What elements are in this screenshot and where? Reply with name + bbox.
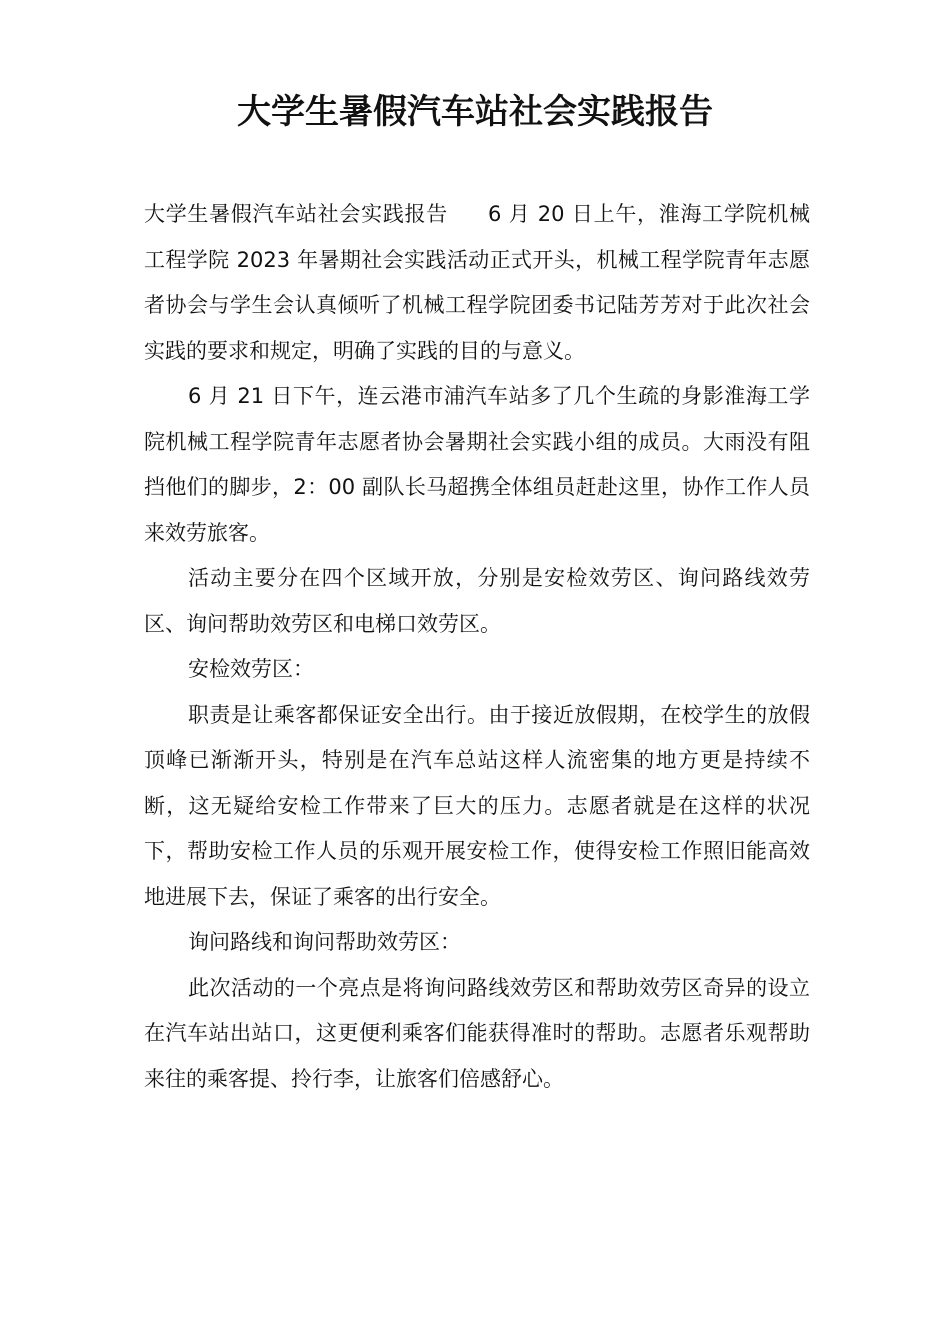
inline-report-title: 大学生暑假汽车站社会实践报告 bbox=[144, 202, 448, 226]
paragraph-inquiry: 此次活动的一个亮点是将询问路线效劳区和帮助效劳区奇异的设立在汽车站出站口，这更便利乘客们能获得准时的帮助。志愿者乐观帮助来往的乘客提、拎行李，让旅客们倍感舒心。 bbox=[144, 975, 810, 1091]
section-heading-security: 安检效劳区： bbox=[188, 657, 314, 681]
paragraph-1-text: 6 月 20 日上午，淮海工学院机械工程学院 2023 年暑期社会实践活动正式开头，机械工程学院青年志愿者协会与学生会认真倾听了机械工程学院团委书记陆芳芳对于此次社会实践的要求和规定，明确了实践的目的与意义。 bbox=[144, 202, 811, 363]
paragraph-security: 职责是让乘客都保证安全出行。由于接近放假期，在校学生的放假顶峰已渐渐开头，特别是在汽车总站这样人流密集的地方更是持续不断，这无疑给安检工作带来了巨大的压力。志愿者就是在这样的状况下，帮助安检工作人员的乐观开展安检工作，使得安检工作照旧能高效地进展下去，保证了乘客的出行安全。 bbox=[144, 702, 810, 909]
paragraph-intro bbox=[144, 192, 810, 374]
paragraph-2: 6 月 21 日下午，连云港市浦汽车站多了几个生疏的身影淮海工学院机械工程学院青年志愿者协会暑期社会实践小组的成员。大雨没有阻挡他们的脚步，2：00 副队长马超携全体组员赶赴这里，协作工作人员来效劳旅客。 bbox=[144, 384, 810, 545]
paragraph-3: 活动主要分在四个区域开放，分别是安检效劳区、询问路线效劳区、询问帮助效劳区和电梯口效劳区。 bbox=[144, 566, 810, 636]
document-body bbox=[144, 192, 810, 1102]
document-title: 大学生暑假汽车站社会实践报告 bbox=[237, 92, 713, 132]
section-heading-inquiry: 询问路线和询问帮助效劳区： bbox=[188, 930, 461, 954]
